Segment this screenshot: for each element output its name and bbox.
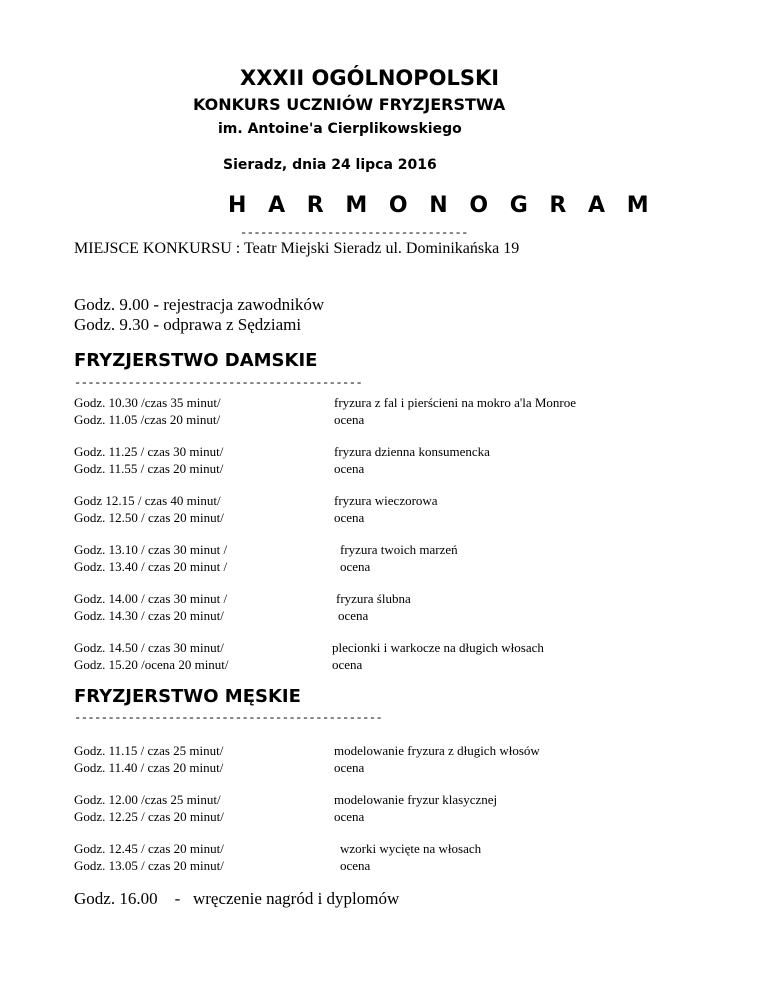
schedule-activity: ocena (334, 510, 365, 525)
schedule-time: Godz. 14.30 / czas 20 minut/ (74, 608, 224, 623)
schedule-time: Godz. 11.05 /czas 20 minut/ (74, 412, 221, 427)
header-line-1: XXXII OGÓLNOPOLSKI (240, 66, 500, 90)
schedule-time: Godz 12.15 / czas 40 minut/ (74, 493, 221, 508)
schedule-time: Godz. 10.30 /czas 35 minut/ (74, 395, 221, 410)
closing-line: Godz. 16.00 - wręczenie nagród i dyplomów (74, 889, 400, 908)
schedule-activity: plecionki i warkocze na długich włosach (332, 640, 544, 655)
schedule-time: Godz. 11.15 / czas 25 minut/ (74, 743, 224, 758)
section-title-damskie: FRYZJERSTWO DAMSKIE (74, 350, 318, 371)
header-line-3: im. Antoine'a Cierplikowskiego (218, 121, 462, 137)
schedule-time: Godz. 11.40 / czas 20 minut/ (74, 760, 224, 775)
schedule-activity: fryzura ślubna (336, 591, 411, 606)
schedule-activity: fryzura dzienna konsumencka (334, 444, 490, 459)
section-rule-damskie: ------------------------------------------- (74, 376, 363, 390)
schedule-activity: ocena (332, 657, 363, 672)
schedule-activity: ocena (334, 760, 365, 775)
schedule-activity: modelowanie fryzur klasycznej (334, 792, 498, 807)
schedule-time: Godz. 11.55 / czas 20 minut/ (74, 461, 224, 476)
document-title: H A R M O N O G R A M (228, 193, 656, 218)
schedule-time: Godz. 14.50 / czas 30 minut/ (74, 640, 224, 655)
schedule-time: Godz. 12.45 / czas 20 minut/ (74, 841, 224, 856)
schedule-time: Godz. 12.00 /czas 25 minut/ (74, 792, 221, 807)
schedule-activity: fryzura wieczorowa (334, 493, 438, 508)
venue-line: MIEJSCE KONKURSU : Teatr Miejski Sieradz ul. Dominikańska 19 (74, 240, 520, 257)
intro-line-briefing: Godz. 9.30 - odprawa z Sędziami (74, 315, 302, 334)
schedule-activity: ocena (338, 608, 369, 623)
schedule-time: Godz. 12.50 / czas 20 minut/ (74, 510, 224, 525)
header-line-2: KONKURS UCZNIÓW FRYZJERSTWA (193, 95, 506, 114)
schedule-time: Godz. 12.25 / czas 20 minut/ (74, 809, 224, 824)
schedule-activity: ocena (334, 809, 365, 824)
title-rule: ---------------------------------- (240, 226, 468, 240)
schedule-activity: fryzura z fal i pierścieni na mokro a'la Monroe (334, 395, 577, 410)
schedule-activity: ocena (340, 559, 371, 574)
schedule-time: Godz. 13.10 / czas 30 minut / (74, 542, 228, 557)
schedule-activity: ocena (334, 412, 365, 427)
schedule-activity: modelowanie fryzura z długich włosów (334, 743, 540, 758)
schedule-time: Godz. 13.40 / czas 20 minut / (74, 559, 228, 574)
schedule-activity: fryzura twoich marzeń (340, 542, 458, 557)
section-rule-meskie: ---------------------------------------------- (74, 711, 383, 725)
schedule-time: Godz. 15.20 /ocena 20 minut/ (74, 657, 229, 672)
schedule-time: Godz. 11.25 / czas 30 minut/ (74, 444, 224, 459)
schedule-activity: wzorki wycięte na włosach (340, 841, 482, 856)
schedule-time: Godz. 13.05 / czas 20 minut/ (74, 858, 224, 873)
event-date: Sieradz, dnia 24 lipca 2016 (223, 157, 437, 173)
section-title-meskie: FRYZJERSTWO MĘSKIE (74, 686, 301, 707)
intro-line-registration: Godz. 9.00 - rejestracja zawodników (74, 295, 325, 314)
schedule-activity: ocena (340, 858, 371, 873)
schedule-activity: ocena (334, 461, 365, 476)
schedule-time: Godz. 14.00 / czas 30 minut / (74, 591, 228, 606)
